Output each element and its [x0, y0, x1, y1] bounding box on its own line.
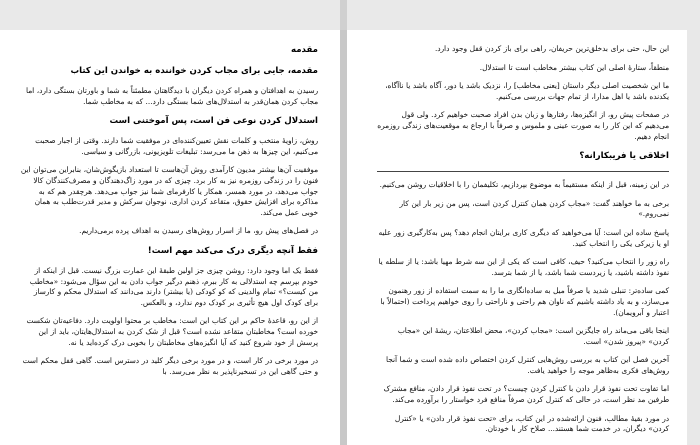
page-gutter	[340, 30, 347, 445]
paragraph: آخرین فصل این کتاب به بررسی روش‌هایی کنترل کردن اختصاص داده شده است و شما آنجا روش‌های فکری به‌ظاهر موجه را خواهید یافت.	[386, 355, 669, 375]
left-page	[0, 30, 340, 445]
right-page-top-strip	[347, 0, 700, 30]
paragraph: رسیدن به اهدافتان و همراه کردن دیگران با دیدگاهتان مطمئناً به شما و باورتان بستگی دارد، اما مجاب کردن همان‌قدر به استدلال‌های شما بستگی دارد... که به مخاطب شما.	[26, 86, 318, 106]
paragraph: موفقیت آن‌ها بیشتر مدیون کارآمدی روش آن‌هاست تا استعداد بازیگوش‌شان، بنابراین می‌توان این فنون را در زندگی روزمره نیز به کار برد. چیزی که در مورد زاگ‌دهندگان و مصرف‌کنندگان کالا جواب می‌دهد، در مورد همسر، همکار یا کارفرمای شما نیز جواب می‌دهد. هرچقدر هم که به مذاکره برای افزایش حقوق، متقاعد کردن اداری، نوجوان سرکش و مدیر قدرت‌طلب به همان خوبی عمل می‌کند.	[20, 165, 318, 217]
left-page-top-strip	[0, 0, 340, 30]
paragraph: ما این شخصیت اصلی دیگر داستان [یعنی مخاطب] را، نزدیک باشد یا دور، آگاه باشد یا ناآگاه، یکدنده باشد یا اهل مدارا، از تمام جهات بررسی می‌کنیم.	[385, 81, 669, 101]
paragraph: پاسخ ساده این است: آیا می‌خواهید که دیگری کاری برایتان انجام دهد؟ پس به‌کارگیری زور علیه او یا زیرکی یکی را انتخاب کنید.	[378, 227, 669, 248]
section-heading: فقط آنچه دیگری درک می‌کند مهم است!	[147, 245, 318, 256]
paragraph: کمی ساده‌تر: تنبلی شدید یا صرفاً میل به ساده‌انگاری ما را به سمت استفاده از زور رهنمون می‌سازد، و به یاد داشته باشیم که ناوان هم راحتی و ناراحتی را روی خواهیم پرداخت (احتمالاً با اعتبار و آبرویمان).	[380, 286, 669, 317]
paragraph: در مورد برخی در کار است، و در مورد برخی دیگر کلید در دسترس است. گاهی قفل محکم است و حتی گاهی این در تسخیرناپذیر به نظر می‌رسد. با	[22, 356, 318, 376]
paragraph: از این رو، قاعدهٔ حاکم بر این کتاب این است: مخاطب بر محتوا اولویت دارد. دفاعیه‌تان شکست خورده است؟ مخاطبتان متقاعد نشده است؟ قبل از شک کردن به استدلال‌هایتان، باید از این پرسش از خود شروع کنید که آیا انگیزه‌های مخاطبتان را بخوبی درک کرده‌اید یا نه.	[26, 316, 318, 347]
paragraph: در این زمینه، قبل از اینکه مستقیماً به موضوع بپردازیم، تکلیفمان را با اخلاقیات روشن می‌کنیم.	[379, 180, 669, 190]
paragraph: برخی به ما خواهند گفت: «مجاب کردن همان کنترل کردن است، پس من زیر بار این کار نمی‌روم.»	[399, 198, 669, 219]
right-page	[347, 30, 687, 445]
section-heading: استدلال کردن نوعی فن است، پس آموختنی است	[109, 116, 318, 127]
paragraph: اینجا باقی می‌ماند راه جایگزین است: «مجاب کردن»، محض اطلاعتان، ریشهٔ این «مجاب کردن» «پیروز شدن» است.	[397, 326, 669, 346]
section-heading: مقدمه، جایی برای مجاب کردن خواننده به خواندن این کتاب	[70, 66, 318, 76]
page-title: مقدمه	[290, 45, 318, 55]
paragraph: اما تفاوت تحت نفوذ قرار دادن با کنترل کردن چیست؟ در تحت نفوذ قرار دادن، منافع مشترک طرفین مد نظر است، در حالی که کنترل کردن صرفاً منافع فرد خواستار را برآورده می‌کند.	[383, 384, 669, 405]
section-heading: اخلاقی یا فریبکارانه؟	[579, 151, 669, 162]
paragraph: در فصل‌های پیش رو، ما از اسرار روش‌های رسیدن به اهداف پرده برمی‌داریم.	[79, 226, 318, 236]
paragraph: راه زور را انتخاب می‌کنید؟ حیف، کافی است که یکی از این سه شرط مهیا باشد: یا از سلطه یا نفوذ داشته باشید، یا زیردست شما باشد، یا از شما بترسد.	[378, 257, 669, 277]
heading-rule	[377, 171, 669, 172]
paragraph: در مورد بقیهٔ مطالب، فنون ارائه‌شده در این کتاب، برای «تحت نفوذ قرار دادن» یا «کنترل کردن» دیگران، در خدمت شما هستند... صلاح کار با خودتان.	[394, 413, 669, 434]
paragraph: روش، زاویهٔ منتخب و کلمات نقش تعیین‌کننده‌ای در موفقیت شما دارند. وقتی از اجبار صحبت می‌کنیم، این چیزها به ذهن ما می‌رسد: تبلیغات تلویزیونی، بازرگانی و سیاسی.	[35, 136, 318, 156]
paragraph: فقط یک اما وجود دارد: روشن چیزی جز اولین طبقهٔ این عمارت بزرگ نیست. قبل از اینکه از خودم بپرسم چه استدلالی به کار ببرم، ذهنم درگیر جواب دادن به این سؤال می‌شود: «مخاطب من کیست؟» تمام والدینی که کو کودکی (یا بیشتر) دارند می‌دانند که استدلال محکم و کارساز برای کودک اول هیچ تأثیری بر کودک دوم ندارد، و بالعکس.	[29, 265, 318, 307]
paragraph: در صفحات پیش رو، از انگیزه‌ها، رفتارها و زبان بدن افراد صحبت خواهیم کرد. ولی قول می‌دهیم که این کار را به صورت عینی و ملموس و صرفاً با ارجاع به موقعیت‌های زندگی روزمره انجام دهیم.	[377, 110, 669, 141]
viewer-toolbar	[0, 0, 700, 30]
paragraph: منطقاً، ستارهٔ اصلی این کتاب بیشتر مخاطب است تا استدلال.	[479, 62, 669, 72]
paragraph: این حال، حتی برای بدخلق‌ترین حریفان، راهی برای باز کردن قفل وجود دارد.	[434, 44, 669, 53]
